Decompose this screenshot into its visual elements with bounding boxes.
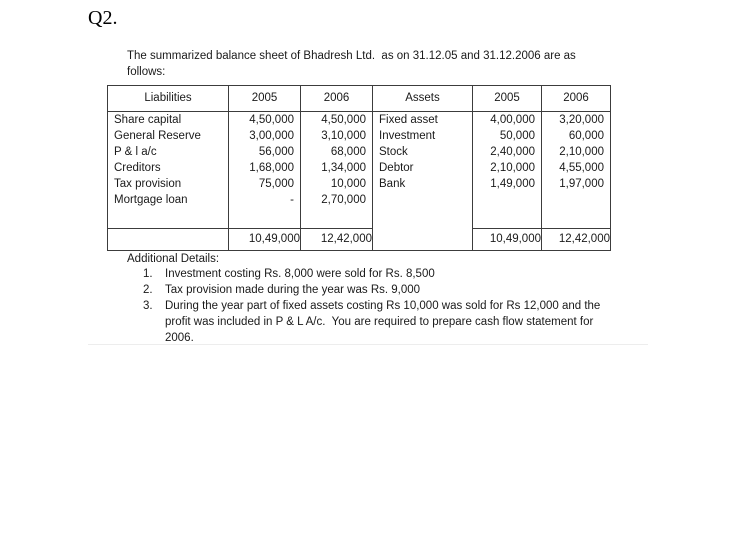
liability-name: Tax provision xyxy=(114,178,182,190)
header-liab-2006: 2006 xyxy=(301,86,373,112)
list-item-text: During the year part of fixed assets costing Rs 10,000 was sold for Rs 12,000 and the profit was included in P & L A/c. You are required to prepare cash flow statement for 2006. xyxy=(165,300,604,344)
liabilities-2005-cell xyxy=(229,112,301,229)
asset-value-2006 xyxy=(542,192,610,208)
list-item-number: 3. xyxy=(143,300,153,312)
asset-value-2006: 2,10,000 xyxy=(559,146,604,158)
additional-details-list xyxy=(143,266,613,346)
liability-name: Share capital xyxy=(114,114,182,126)
asset-value-2006: 4,55,000 xyxy=(559,162,604,174)
totals-liabilities-2005: 10,49,000 xyxy=(229,229,301,251)
header-assets: Assets xyxy=(373,86,473,112)
list-item xyxy=(143,298,613,346)
assets-2006-cell xyxy=(542,112,611,229)
list-item-text: Investment costing Rs. 8,000 were sold for Rs. 8,500 xyxy=(165,268,435,280)
asset-name: Fixed asset xyxy=(379,114,438,126)
table-totals-row xyxy=(108,229,611,251)
question-number: Q2. xyxy=(88,7,118,29)
totals-assets-2005: 10,49,000 xyxy=(473,229,542,251)
list-item-text: Tax provision made during the year was Rs. 9,000 xyxy=(165,284,421,296)
asset-value-2006: 1,97,000 xyxy=(559,178,604,190)
page-divider xyxy=(88,344,648,345)
liabilities-names-cell xyxy=(108,112,229,229)
totals-assets-2006: 12,42,000 xyxy=(542,229,611,251)
totals-assets-label-cell xyxy=(373,229,473,251)
assets-2005-cell xyxy=(473,112,542,229)
liability-value-2005: 75,000 xyxy=(258,178,294,190)
header-liab-2005: 2005 xyxy=(229,86,301,112)
liability-value-2005: 1,68,000 xyxy=(249,162,294,174)
list-item xyxy=(143,282,613,298)
liability-value-2006: 10,000 xyxy=(330,178,366,190)
asset-value-2006: 60,000 xyxy=(568,130,604,142)
table-body-row xyxy=(108,112,611,229)
header-asset-2005: 2005 xyxy=(473,86,542,112)
table-header-row xyxy=(108,86,611,112)
liability-value-2006: 4,50,000 xyxy=(321,114,366,126)
liability-name: Mortgage loan xyxy=(114,194,188,206)
header-asset-2006: 2006 xyxy=(542,86,611,112)
liability-name: General Reserve xyxy=(114,130,201,142)
totals-liabilities-2006: 12,42,000 xyxy=(301,229,373,251)
list-item xyxy=(143,266,613,282)
asset-name xyxy=(373,192,472,208)
asset-value-2005: 50,000 xyxy=(499,130,535,142)
liability-value-2006: 1,34,000 xyxy=(321,162,366,174)
asset-value-2005: 4,00,000 xyxy=(490,114,535,126)
asset-value-2006: 3,20,000 xyxy=(559,114,604,126)
liability-value-2006: 2,70,000 xyxy=(321,194,366,206)
list-item-number: 2. xyxy=(143,284,153,296)
problem-statement-intro: The summarized balance sheet of Bhadresh Ltd. as on 31.12.05 and 31.12.2006 are as follows: xyxy=(127,50,580,78)
liability-value-2005: 4,50,000 xyxy=(249,114,294,126)
totals-liabilities-label-cell xyxy=(108,229,229,251)
asset-value-2005: 2,40,000 xyxy=(490,146,535,158)
asset-name: Debtor xyxy=(379,162,414,174)
liability-value-2005: - xyxy=(290,194,294,206)
liability-value-2005: 56,000 xyxy=(258,146,294,158)
asset-name: Investment xyxy=(379,130,436,142)
balance-sheet-table xyxy=(107,85,611,251)
asset-value-2005: 1,49,000 xyxy=(490,178,535,190)
liabilities-2006-cell xyxy=(301,112,373,229)
header-liabilities: Liabilities xyxy=(108,86,229,112)
liability-name: Creditors xyxy=(114,162,161,174)
assets-names-cell xyxy=(373,112,473,229)
liability-value-2006: 68,000 xyxy=(330,146,366,158)
asset-value-2005 xyxy=(473,192,541,208)
additional-details-title: Additional Details: xyxy=(127,253,220,265)
asset-name: Bank xyxy=(379,178,406,190)
list-item-number: 1. xyxy=(143,268,153,280)
asset-name: Stock xyxy=(379,146,408,158)
liability-name: P & l a/c xyxy=(114,146,157,158)
asset-value-2005: 2,10,000 xyxy=(490,162,535,174)
liability-value-2006: 3,10,000 xyxy=(321,130,366,142)
liability-value-2005: 3,00,000 xyxy=(249,130,294,142)
